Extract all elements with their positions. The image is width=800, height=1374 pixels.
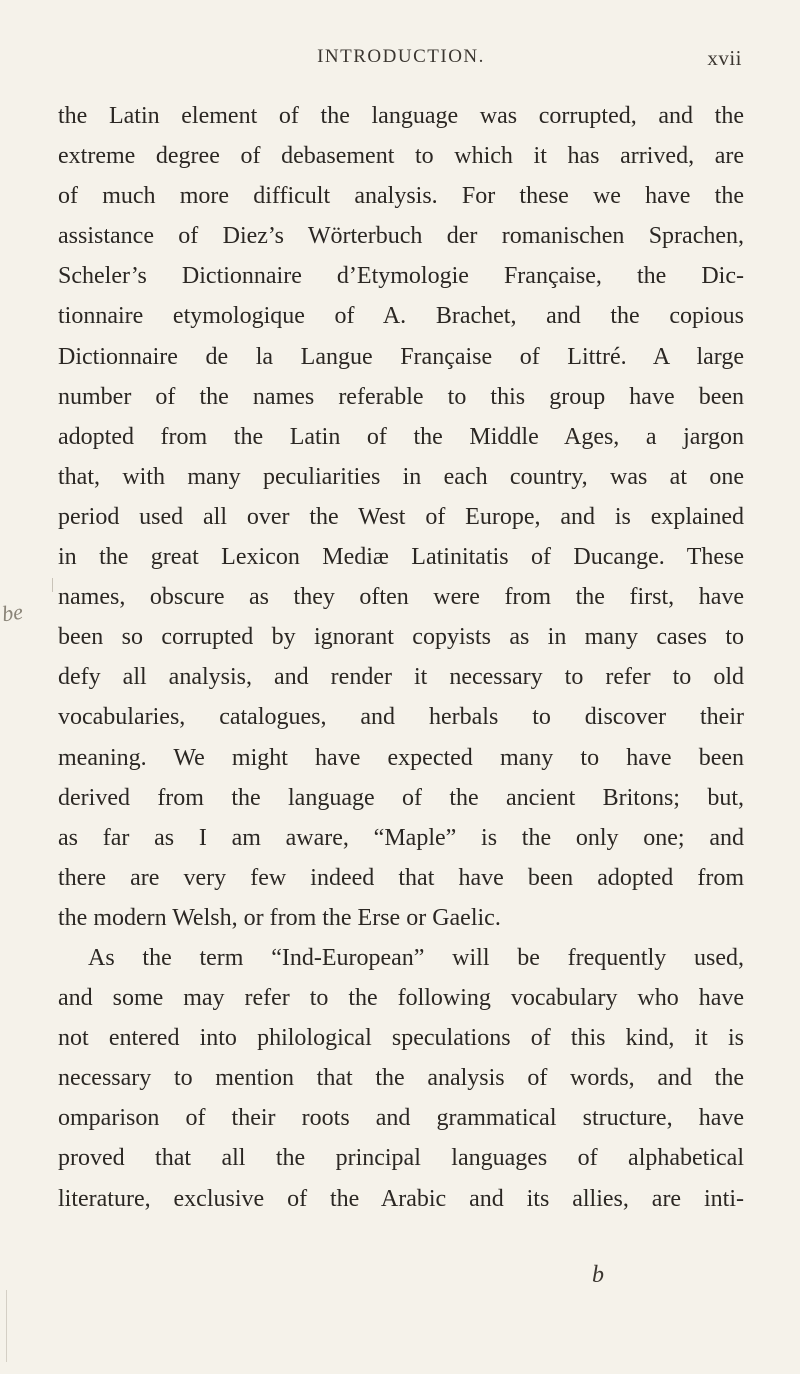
text-line: the modern Welsh, or from the Erse or Gaelic. [58,904,501,931]
text-line: tionnaire etymologique of A. Brachet, and the copious [58,303,744,330]
text-line: proved that all the principal languages of alphabetical [58,1145,744,1172]
text-line: Dictionnaire de la Langue Française of Littré. A large [58,343,744,370]
text-line: and some may refer to the following vocabulary who have [58,985,744,1012]
text-line: as far as I am aware, “Maple” is the only one; and [58,824,744,851]
margin-tick [52,578,53,592]
text-line: in the great Lexicon Mediæ Latinitatis of Ducange. These [58,544,744,571]
running-head-title: INTRODUCTION. [317,46,485,67]
text-line: names, obscure as they often were from the first, have [58,584,744,611]
text-line: not entered into philological speculations of this kind, it is [58,1025,744,1052]
text-line: literature, exclusive of the Arabic and its allies, are inti- [58,1185,744,1212]
running-head [58,46,744,76]
margin-annotation: be [0,598,25,627]
text-line: defy all analysis, and render it necessary to refer to old [58,664,744,691]
page-number: xvii [707,46,742,70]
text-line: that, with many peculiarities in each country, was at one [58,463,744,490]
text-line: vocabularies, catalogues, and herbals to discover their [58,704,744,731]
text-line: meaning. We might have expected many to have been [58,744,744,771]
text-line: extreme degree of debasement to which it has arrived, are [58,143,744,170]
text-line: number of the names referable to this group have been [58,383,744,410]
text-line: adopted from the Latin of the Middle Ages, a jargon [58,423,744,450]
text-line: assistance of Diez’s Wörterbuch der romanischen Sprachen, [58,223,744,250]
text-line: Scheler’s Dictionnaire d’Etymologie Française, the Dic- [58,263,744,290]
body-text [58,96,744,1219]
text-line-paragraph-start: As the term “Ind-European” will be frequently used, [88,944,744,971]
text-line: omparison of their roots and grammatical structure, have [58,1105,744,1132]
text-line: the Latin element of the language was corrupted, and the [58,103,744,129]
text-line: necessary to mention that the analysis of words, and the [58,1065,744,1092]
text-line: there are very few indeed that have been adopted from [58,864,744,891]
text-line: of much more difficult analysis. For these we have the [58,183,744,210]
text-line: period used all over the West of Europe, and is explained [58,503,744,530]
signature-mark: b [592,1262,604,1288]
text-line: been so corrupted by ignorant copyists as in many cases to [58,624,744,651]
margin-rule [6,1290,7,1362]
text-line: derived from the language of the ancient Britons; but, [58,784,744,811]
